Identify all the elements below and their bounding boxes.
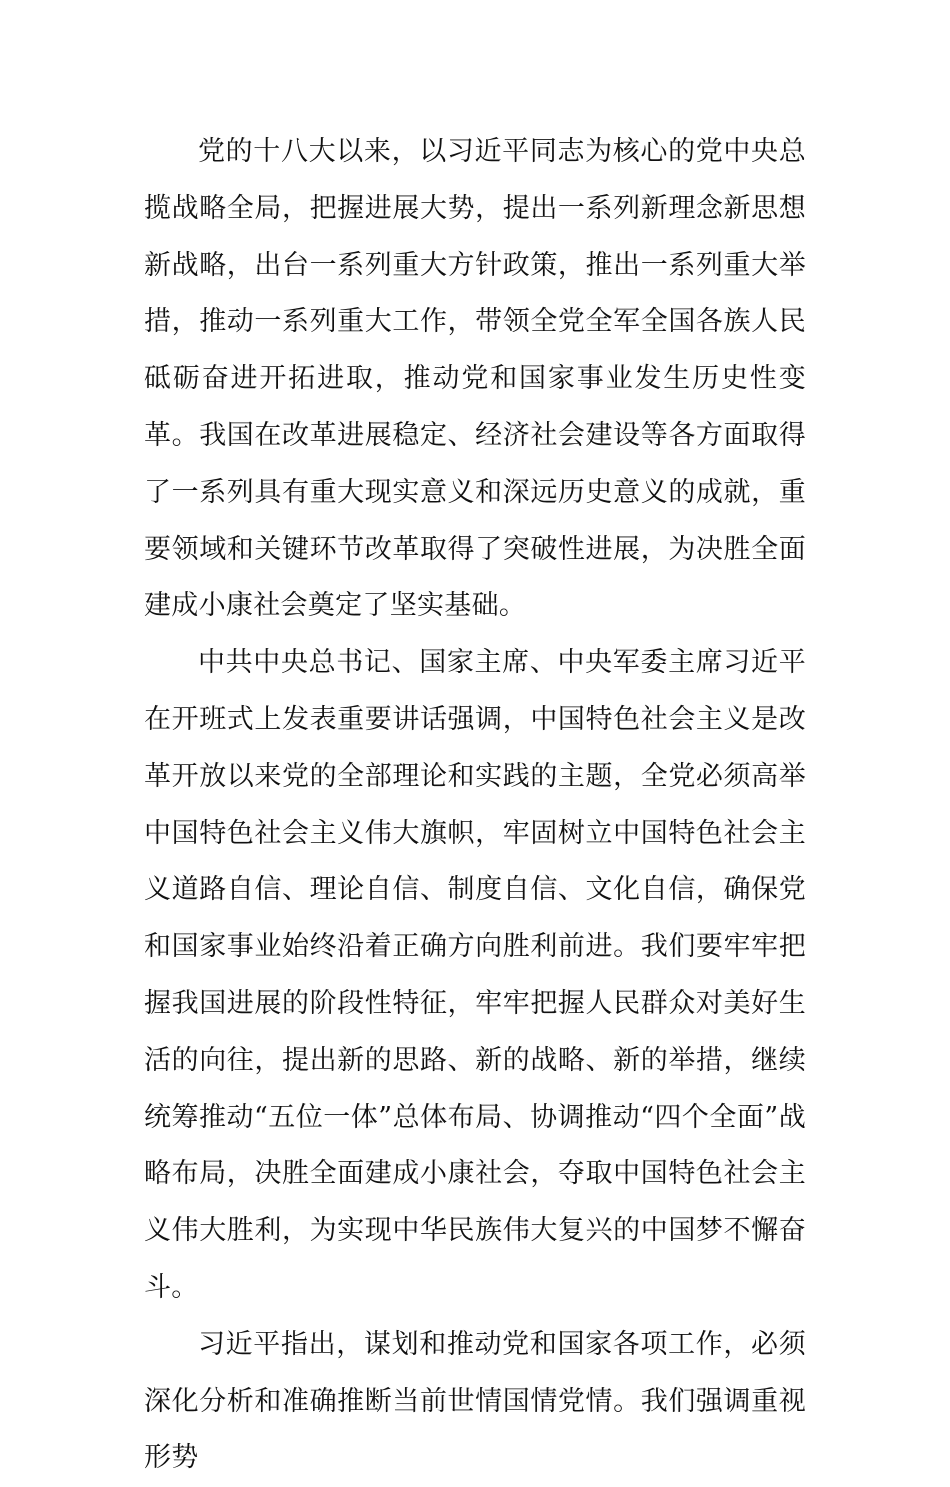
paragraph-2: 中共中央总书记、国家主席、中央军委主席习近平在开班式上发表重要讲话强调，中国特色社会主义是改革开放以来党的全部理论和实践的主题，全党必须高举中国特色社会主义伟大旗帜，牢固树立中国特色社会主义道路自信、理论自信、制度自信、文化自信，确保党和国家事业始终沿着正确方向胜利前进。我们要牢牢把握我国进展的阶段性特征，牢牢把握人民群众对美好生活的向往，提出新的思路、新的战略、新的举措，继续统筹推动“五位一体”总体布局、协调推动“四个全面”战略布局，决胜全面建成小康社会，夺取中国特色社会主义伟大胜利，为实现中华民族伟大复兴的中国梦不懈奋斗。: [144, 647, 806, 1303]
paragraph-3: 习近平指出，谋划和推动党和国家各项工作，必须深化分析和准确推断当前世情国情党情。我们强调重视形势: [144, 1328, 806, 1474]
paragraph-1: 党的十八大以来，以习近平同志为核心的党中央总揽战略全局，把握进展大势，提出一系列新理念新思想新战略，出台一系列重大方针政策，推出一系列重大举措，推动一系列重大工作，带领全党全军全国各族人民砥砺奋进开拓进取，推动党和国家事业发生历史性变革。我国在改革进展稳定、经济社会建设等各方面取得了一系列具有重大现实意义和深远历史意义的成就，重要领域和关键环节改革取得了突破性进展，为决胜全面建成小康社会奠定了坚实基础。: [144, 136, 806, 622]
document-body: [144, 124, 806, 1487]
